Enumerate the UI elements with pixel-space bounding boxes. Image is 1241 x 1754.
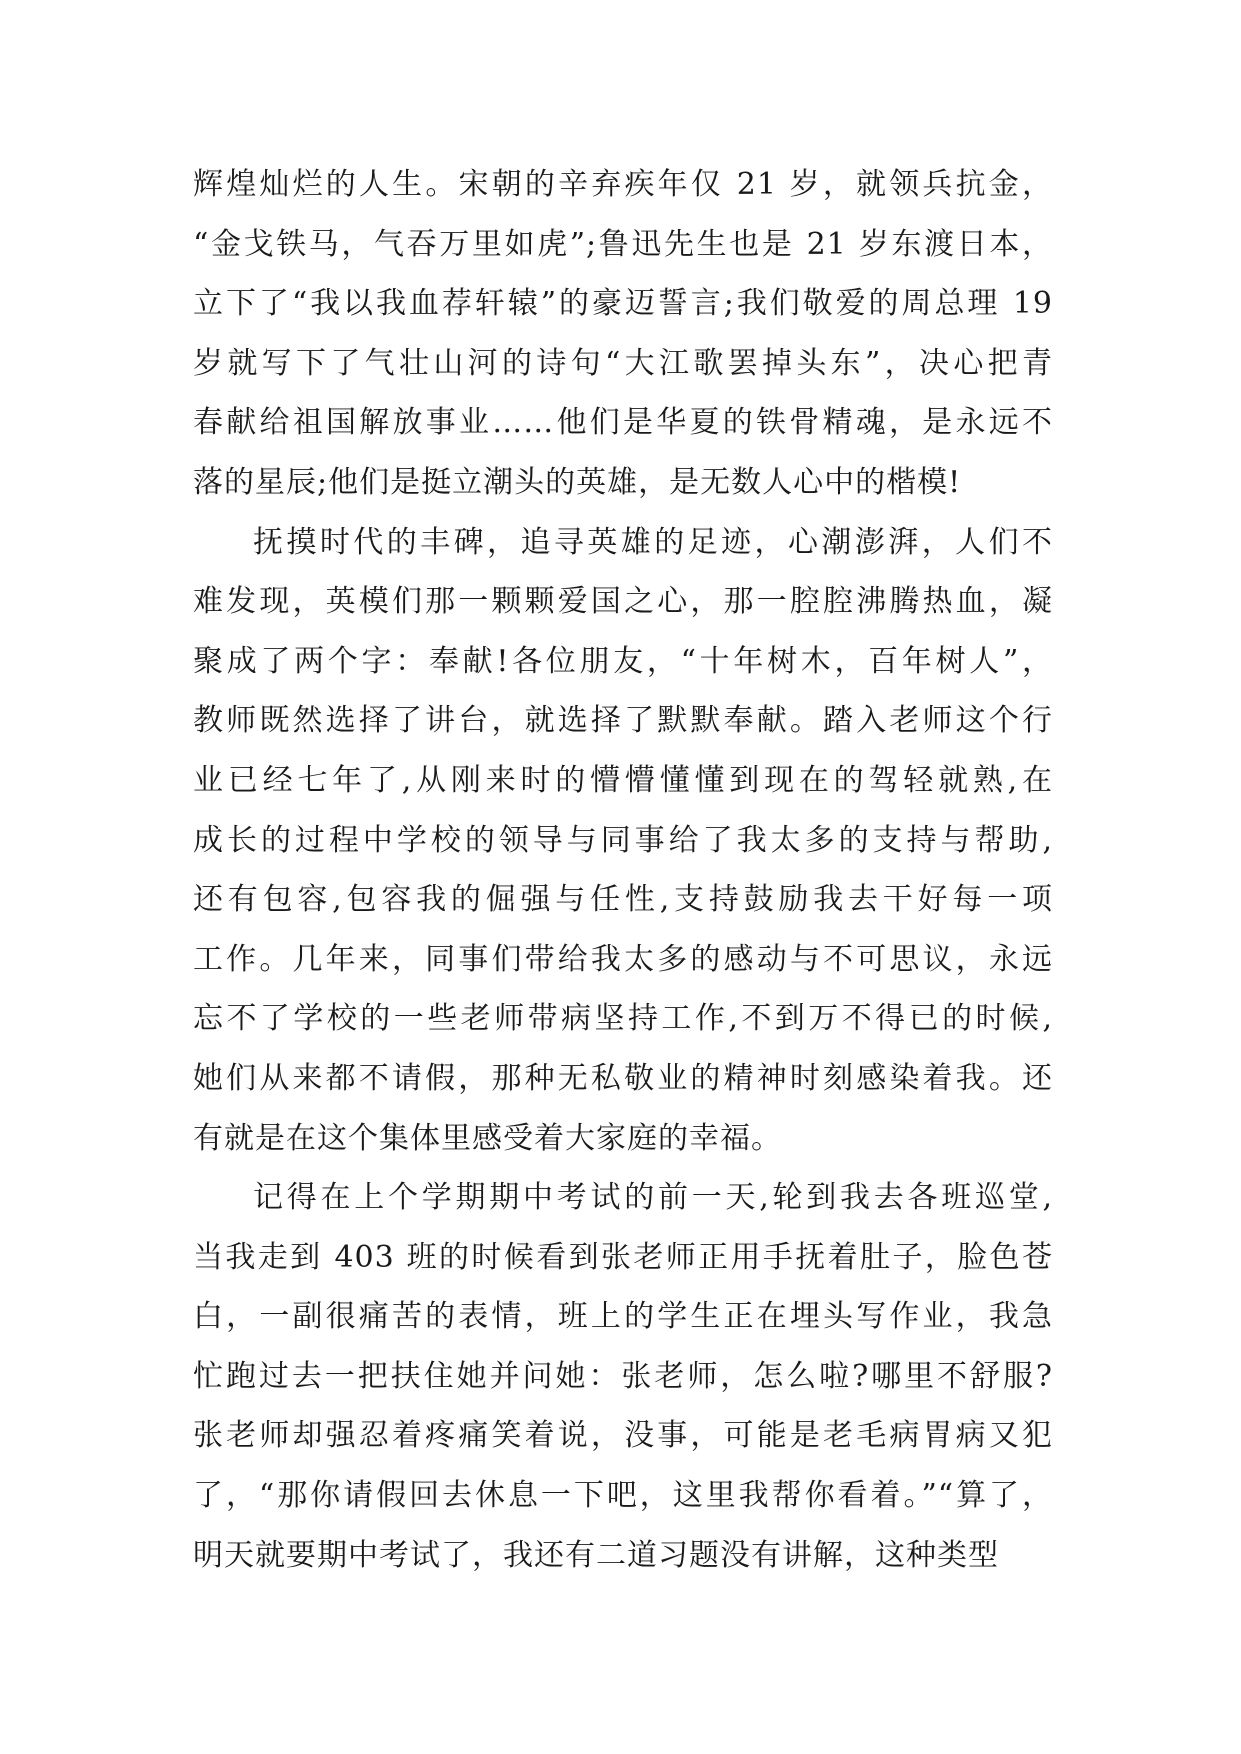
text-line: 有就是在这个集体里感受着大家庭的幸福。 (193, 1120, 782, 1156)
text-line: 工作。几年来，同事们带给我太多的感动与不可思议，永远 (193, 941, 1053, 977)
text-line: 成长的过程中学校的领导与同事给了我太多的支持与帮助, (193, 822, 1053, 858)
text-line: 张老师却强忍着疼痛笑着说，没事，可能是老毛病胃病又犯 (193, 1418, 1053, 1454)
paragraph-start-line: 抚摸时代的丰碑，追寻英雄的足迹，心潮澎湃，人们不 (253, 524, 1053, 560)
text-line: 忘不了学校的一些老师带病坚持工作,不到万不得已的时候, (193, 1001, 1053, 1037)
text-line: 教师既然选择了讲台，就选择了默默奉献。踏入老师这个行 (193, 703, 1053, 739)
paragraph-start-line: 记得在上个学期期中考试的前一天,轮到我去各班巡堂, (253, 1180, 1053, 1216)
text-line: 辉煌灿烂的人生。宋朝的辛弃疾年仅 21 岁，就领兵抗金， (193, 167, 1053, 202)
text-line: 落的星辰;他们是挺立潮头的英雄，是无数人心中的楷模! (193, 464, 962, 500)
text-line: 白，一副很痛苦的表情，班上的学生正在埋头写作业，我急 (193, 1299, 1053, 1335)
text-line: 当我走到 403 班的时候看到张老师正用手抚着肚子，脸色苍 (193, 1239, 1053, 1275)
text-line: 春献给祖国解放事业……他们是华夏的铁骨精魂，是永远不 (193, 405, 1053, 441)
text-line: 还有包容,包容我的倔强与任性,支持鼓励我去干好每一项 (193, 882, 1053, 918)
text-line: 忙跑过去一把扶住她并问她：张老师，怎么啦?哪里不舒服? (193, 1358, 1053, 1394)
text-line: 她们从来都不请假，那种无私敬业的精神时刻感染着我。还 (193, 1060, 1053, 1096)
text-line: 聚成了两个字：奉献!各位朋友，“十年树木，百年树人”， (193, 643, 1053, 679)
text-line: “金戈铁马，气吞万里如虎”;鲁迅先生也是 21 岁东渡日本， (193, 226, 1053, 262)
text-line: 立下了“我以我血荐轩辕”的豪迈誓言;我们敬爱的周总理 19 (193, 286, 1053, 322)
text-line: 业已经七年了,从刚来时的懵懵懂懂到现在的驾轻就熟,在 (193, 762, 1053, 798)
body-text (193, 155, 1053, 1585)
text-line: 了，“那你请假回去休息一下吧，这里我帮你看着。”“算了， (193, 1478, 1053, 1514)
text-line: 明天就要期中考试了，我还有二道习题没有讲解，这种类型 (193, 1537, 999, 1573)
text-line: 难发现，英模们那一颗颗爱国之心，那一腔腔沸腾热血，凝 (193, 584, 1053, 620)
text-line: 岁就写下了气壮山河的诗句“大江歌罢掉头东”，决心把青 (193, 345, 1053, 381)
